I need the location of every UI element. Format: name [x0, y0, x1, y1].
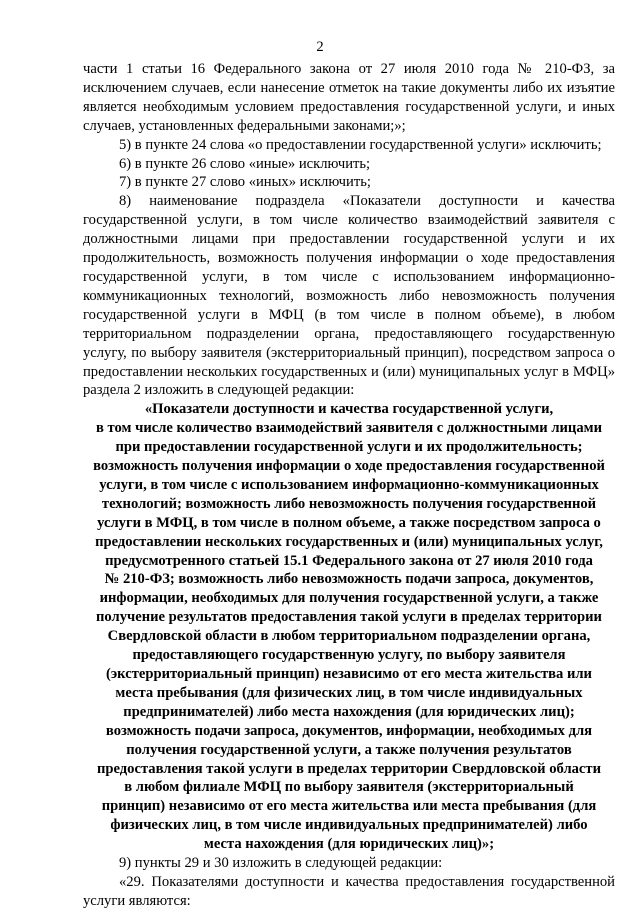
heading-line: физических лиц, в том числе индивидуальных предпринимателей) либо [110, 817, 588, 834]
heading-line: возможность получения информации о ходе предоставления государственной [93, 458, 605, 475]
subsection-heading [83, 400, 615, 854]
paragraph-item-6: 6) в пункте 26 слово «иные» исключить; [119, 155, 371, 172]
heading-line: получение результатов предоставления такой услуги в пределах территории [96, 609, 602, 626]
paragraph-item-7: 7) в пункте 27 слово «иных» исключить; [119, 174, 371, 191]
heading-line: технологий; возможность либо невозможность получения государственной [101, 495, 597, 512]
heading-line: принцип) независимо от его места жительства или места пребывания (для [101, 798, 597, 815]
paragraph-item-8: 8) наименование подраздела «Показатели доступности и качества государственной услуги, в том числе количество взаимодействий заявителя с должностными лицами при предоставлении государственной услуги и их продолжительность, возможность получения информации о ходе предоставления государственной услуги, в том числе с использованием информационно-коммуникационных технологий, возможность либо невозможность получения государственной услуги в МФЦ (в том числе в полном объеме), в любом территориальном подразделении органа, предоставляющего государственную услугу, по выбору заявителя (экстерриториальный принцип), посредством запроса о предоставлении нескольких государственных и (или) муниципальных услуг в МФЦ» раздела 2 изложить в следующей редакции: [83, 193, 615, 399]
heading-line: при предоставлении государственной услуги и их продолжительность; [115, 439, 583, 456]
paragraph-item-5: 5) в пункте 24 слова «о предоставлении государственной услуги» исключить; [119, 136, 602, 153]
heading-line: места нахождения (для юридических лиц)»; [203, 836, 495, 853]
heading-line: предоставления такой услуги в пределах территории Свердловской области [96, 760, 601, 777]
page-number: 2 [316, 39, 324, 55]
heading-line: предоставлении нескольких государственных и (или) муниципальных услуг, [95, 533, 603, 550]
paragraph-continuation: части 1 статьи 16 Федерального закона от 27 июля 2010 года № 210-ФЗ, за исключением случаев, если нанесение отметок на такие документы либо их изъятие является необходимым условием предоставления государственной услуги, и иных случаев, установленных федеральными законами;»; [83, 61, 615, 134]
heading-line: (экстерриториальный принцип) независимо от его места жительства или [106, 666, 592, 682]
heading-line: места пребывания (для физических лиц, в том числе индивидуальных [115, 684, 583, 701]
heading-line: в любом филиале МФЦ по выбору заявителя (экстерриториальный [124, 779, 574, 796]
document-body [83, 60, 615, 911]
paragraph-item-9: 9) пункты 29 и 30 изложить в следующей редакции: [119, 855, 443, 872]
heading-line: услуги, в том числе с использованием информационно-коммуникационных [99, 476, 599, 493]
heading-line: «Показатели доступности и качества государственной услуги, [144, 401, 554, 418]
heading-line: предусмотренного статьей 15.1 Федерального закона от 27 июля 2010 года [105, 552, 593, 569]
heading-line: в том числе количество взаимодействий заявителя с должностными лицами [96, 420, 602, 437]
heading-line: Свердловской области в любом территориальном подразделении органа, [107, 628, 591, 645]
heading-line: предпринимателей) либо места нахождения (для юридических лиц); [123, 703, 575, 720]
heading-line: услуги в МФЦ, в том числе в полном объеме, а также посредством запроса о [97, 514, 601, 531]
paragraph-item-29: «29. Показателями доступности и качества предоставления государственной услуги являются: [83, 873, 615, 909]
heading-line: получения государственной услуги, а также получения результатов [126, 741, 572, 758]
heading-line: возможность подачи запроса, документов, информации, необходимых для [105, 722, 593, 739]
heading-line: № 210-ФЗ; возможность либо невозможность подачи запроса, документов, [104, 571, 594, 588]
heading-line: предоставляющего государственную услугу, по выбору заявителя [132, 647, 566, 664]
heading-line: информации, необходимых для получения государственной услуги, а также [99, 590, 599, 607]
